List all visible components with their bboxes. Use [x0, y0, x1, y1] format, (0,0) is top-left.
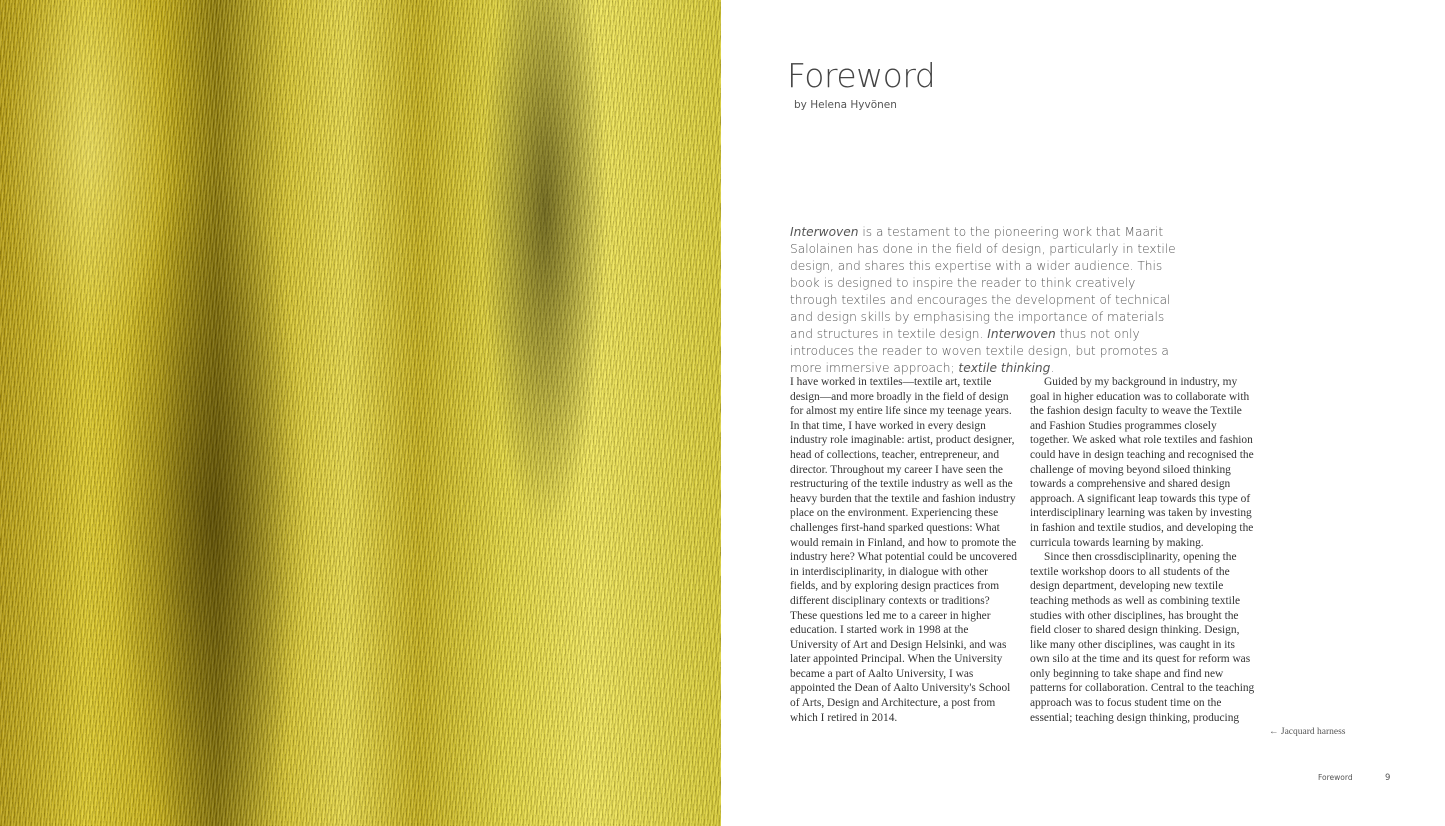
lead-text-1: is a testament to the pioneering work that Maarit Salolainen has done in the field of design, particularly in textile design, and shares this expertise with a wider audience. This book is designed to inspire the reader to think creatively through textiles and encourages the development of technical and design skills by emphasising the importance of materials and structures in textile design. — [790, 225, 1176, 341]
lead-italic-term: textile thinking — [958, 361, 1051, 375]
textile-photo — [0, 0, 721, 826]
lead-text-2: thus not only introduces the reader to woven textile design, but promotes a more immersive approach; — [790, 327, 1169, 375]
page-number: 9 — [1385, 773, 1391, 783]
body-column-left — [790, 375, 1017, 725]
image-caption: ← Jacquard harness — [1269, 727, 1346, 737]
lead-italic-title: Interwoven — [790, 225, 859, 239]
photo-weave-texture — [0, 0, 721, 826]
page-title: Foreword — [787, 56, 936, 95]
running-footer: Foreword — [1318, 773, 1353, 782]
byline: by Helena Hyvönen — [794, 99, 897, 111]
lead-italic-title-2: Interwoven — [987, 327, 1056, 341]
lead-paragraph — [790, 224, 1180, 377]
body-column-right — [1030, 375, 1256, 725]
body-paragraph: I have worked in textiles—textile art, textile design—and more broadly in the field of design for almost my entire life since my teenage years. In that time, I have worked in every design industry role imaginable: artist, product designer, head of collections, teacher, entrepreneur, and director. Throughout my career I have seen the restructuring of the textile industry as well as the heavy burden that the textile and fashion industry place on the environment. Experiencing these challenges first-hand sparked questions: What would remain in Finland, and how to promote the industry here? What potential could be uncovered in interdisciplinarity, in dialogue with other fields, and by exploring design practices from different disciplinary contexts or traditions? These questions led me to a career in higher education. I started work in 1998 at the University of Art and Design Helsinki, and was later appointed Principal. When the University became a part of Aalto University, I was appointed the Dean of Aalto University's School of Arts, Design and Architecture, a post from which I retired in 2014. — [790, 376, 1017, 724]
body-paragraph: Since then crossdisciplinarity, opening the textile workshop doors to all students of the design department, developing new textile teaching methods as well as combining textile studies with other disciplines, has brought the field closer to shared design thinking. Design, like many other disciplines, was caught in its own silo at the time and its quest for reform was only beginning to take shape and find new patterns for collaboration. Central to the teaching approach was to focus student time on the essential; teaching design thinking, producing — [1030, 551, 1255, 724]
body-paragraph: Guided by my background in industry, my goal in higher education was to collaborate with the fashion design faculty to weave the Textile and Fashion Studies programmes closely together. We asked what role textiles and fashion could have in design teaching and recognised the challenge of moving beyond siloed thinking towards a comprehensive and shared design approach. A significant leap towards this type of interdisciplinary learning was taken by investing in fashion and textile studios, and developing the curricula towards learning by making. — [1030, 376, 1254, 549]
lead-end: . — [1050, 361, 1055, 375]
